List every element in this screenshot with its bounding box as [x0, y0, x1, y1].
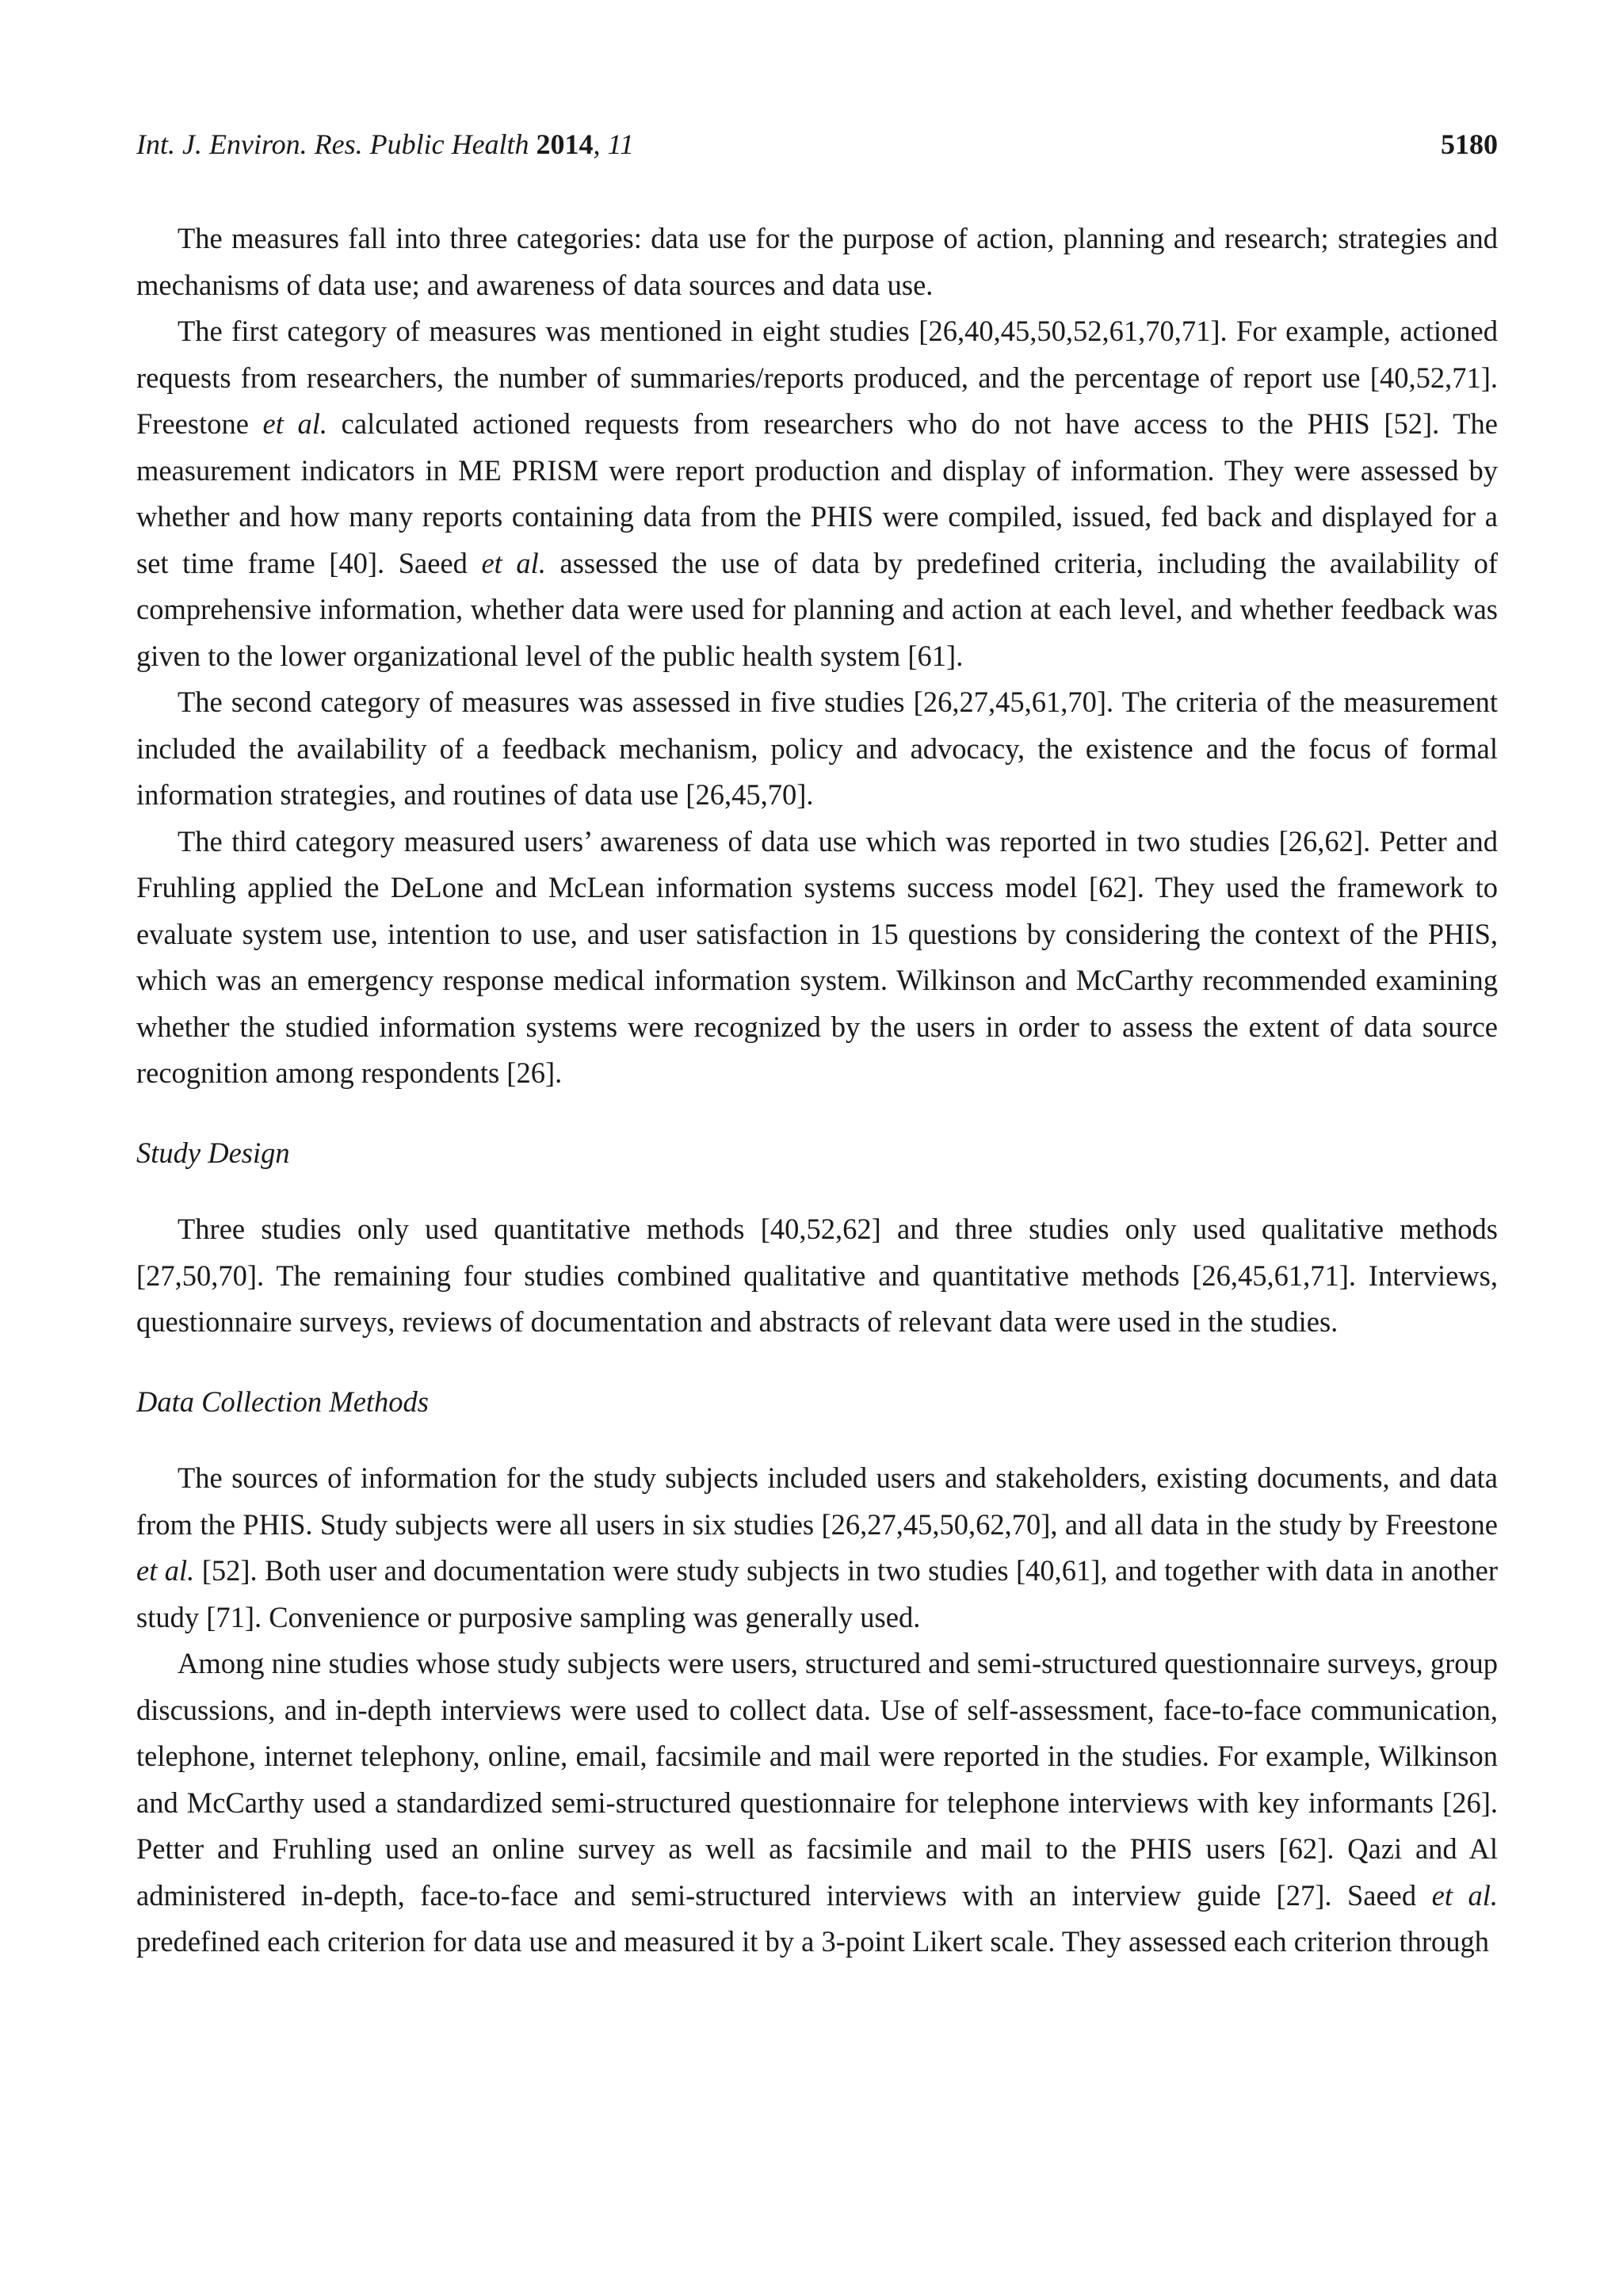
journal-citation: Int. J. Environ. Res. Public Health 2014, 11: [136, 128, 634, 160]
paragraph-third-category: The third category measured users’ awareness of data use which was reported in two studies [26,62]. Petter and Fruhling applied the DeLone and McLean information systems success model [62]. They used the framework to evaluate system use, intention to use, and user satisfaction in 15 questions by considering the context of the PHIS, which was an emergency response medical information system. Wilkinson and McCarthy recommended examining whether the studied information systems were recognized by the users in order to assess the extent of data source recognition among respondents [26].: [136, 824, 1498, 1089]
paragraph-sources-of-information: The sources of information for the study subjects included users and stakeholders, existing documents, and data from the PHIS. Study subjects were all users in six studies [26,27,45,50,62,70], and all data in the study by Freestone et al. [52]. Both user and documentation were study subjects in two studies [40,61], and together with data in another study [71]. Convenience or purposive sampling was generally used.: [136, 1461, 1498, 1633]
journal-year: 2014: [536, 128, 594, 160]
paragraph-study-design: Three studies only used quantitative methods [40,52,62] and three studies only used qualitative methods [27,50,70]. The remaining four studies combined qualitative and quantitative methods [26,45,61,71]. Interviews, questionnaire surveys, reviews of documentation and abstracts of relevant data were used in the studies.: [136, 1213, 1498, 1338]
section-heading-study-design: Study Design: [136, 1136, 290, 1169]
running-head: [136, 127, 1498, 162]
journal-volume: 11: [607, 128, 634, 160]
body-text: [136, 216, 1498, 1966]
paragraph-first-category: The first category of measures was mentioned in eight studies [26,40,45,50,52,61,70,71]. For example, actioned requests from researchers, the number of summaries/reports produced, and the percentage of report use [40,52,71]. Freestone et al. calculated actioned requests from researchers who do not have access to the PHIS [52]. The measurement indicators in ME PRISM were report production and display of information. They were assessed by whether and how many reports containing data from the PHIS were compiled, issued, fed back and displayed for a set time frame [40]. Saeed et al. assessed the use of data by predefined criteria, including the availability of comprehensive information, whether data were used for planning and action at each level, and whether feedback was given to the lower organizational level of the public health system [61].: [136, 315, 1499, 672]
paragraph-measures-categories: The measures fall into three categories: data use for the purpose of action, planning and research; strategies and mechanisms of data use; and awareness of data sources and data use.: [136, 222, 1498, 301]
journal-name: Int. J. Environ. Res. Public Health: [136, 128, 529, 160]
paragraph-nine-studies: Among nine studies whose study subjects were users, structured and semi-structured questionnaire surveys, group discussions, and in-depth interviews were used to collect data. Use of self-assessment, face-to-face communication, telephone, internet telephony, online, email, facsimile and mail were reported in the studies. For example, Wilkinson and McCarthy used a standardized semi-structured questionnaire for telephone interviews with key informants [26]. Petter and Fruhling used an online survey as well as facsimile and mail to the PHIS users [62]. Qazi and Al administered in-depth, face-to-face and semi-structured interviews with an interview guide [27]. Saeed et al. predefined each criterion for data use and measured it by a 3-point Likert scale. They assessed each criterion through: [136, 1647, 1498, 1958]
page-number: 5180: [1441, 128, 1498, 160]
section-heading-data-collection: Data Collection Methods: [136, 1385, 430, 1418]
paragraph-second-category: The second category of measures was assessed in five studies [26,27,45,61,70]. The criteria of the measurement included the availability of a feedback mechanism, policy and advocacy, the existence and the focus of formal information strategies, and routines of data use [26,45,70].: [136, 686, 1498, 811]
